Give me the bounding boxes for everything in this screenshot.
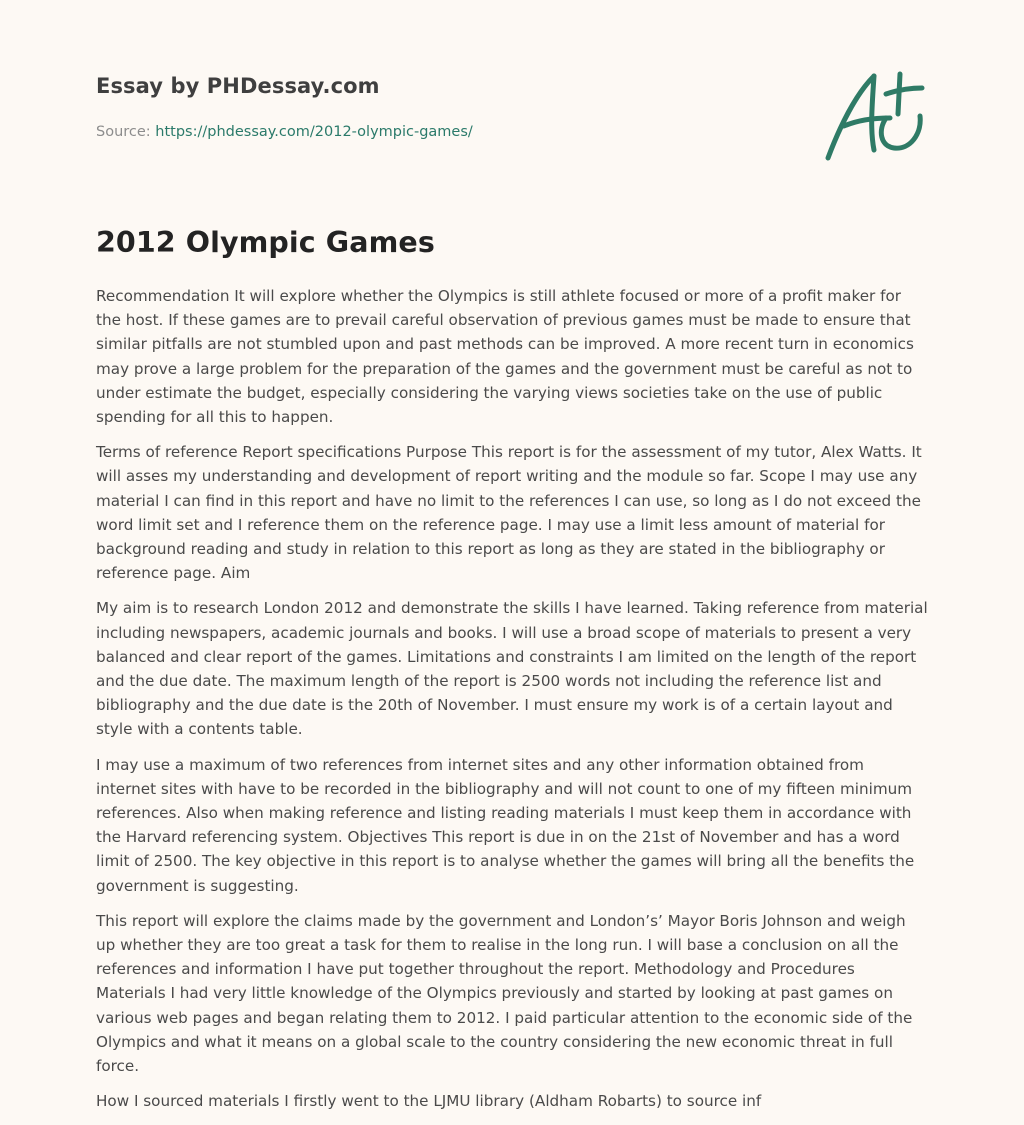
essay-header (96, 74, 856, 140)
source-label: Source: (96, 124, 151, 140)
essay-paragraph: Recommendation It will explore whether the Olympics is still athlete focused or more of a profit maker for the host. If these games are to prevail careful observation of previous games must be made to ensure that similar pitfalls are not stumbled upon and past methods can be improved. A more recent turn in economics may prove a large problem for the preparation of the games and the government must be careful as not to under estimate the budget, especially considering the varying views societies take on the use of public spending for all this to happen. (96, 287, 914, 427)
essay-paragraph: How I sourced materials I firstly went to the LJMU library (Aldham Robarts) to source inf (96, 1092, 762, 1111)
essay-paragraph: This report will explore the claims made by the government and London’s’ Mayor Boris Johnson and weigh up whether they are too great a task for them to realise in the long run. I will base a conclusion on all the references and information I have put together throughout the report. Methodology and Procedures Materials I had very little knowledge of the Olympics previously and started by looking at past games on various web pages and began relating them to 2012. I paid particular attention to the economic side of the Olympics and what it means on a global scale to the country considering the new economic threat in full force. (96, 911, 913, 1076)
essay-paragraph: Terms of reference Report specifications Purpose This report is for the assessment of my tutor, Alex Watts. It will asses my understanding and development of report writing and the module so far. Scope I may use any material I can find in this report and have no limit to the references I can use, so long as I do not exceed the word limit set and I reference them on the reference page. I may use a limit less amount of material for background reading and study in relation to this report as long as they are stated in the bibliography or reference page. Aim (96, 443, 922, 583)
source-line (96, 124, 473, 140)
brand-title: Essay by PHDessay.com (96, 74, 380, 98)
essay-body (96, 284, 928, 1125)
essay-paragraph: My aim is to research London 2012 and demonstrate the skills I have learned. Taking reference from material including newspapers, academic journals and books. I will use a broad scope of materials to present a very balanced and clear report of the games. Limitations and constraints I am limited on the length of the report and the due date. The maximum length of the report is 2500 words not including the reference list and bibliography and the due date is the 20th of November. I must ensure my work is of a certain layout and style with a contents table. (96, 599, 928, 739)
source-link[interactable]: https://phdessay.com/2012-olympic-games/ (155, 124, 473, 140)
essay-paragraph: I may use a maximum of two references from internet sites and any other information obtained from internet sites with have to be recorded in the bibliography and will not count to one of my fifteen minimum references. Also when making reference and listing reading materials I must keep them in accordance with the Harvard referencing system. Objectives This report is due in on the 21st of November and has a word limit of 2500. The key objective in this report is to analyse whether the games will bring all the benefits the government is suggesting. (96, 755, 915, 895)
a-plus-grade-icon (818, 64, 930, 164)
page-title: 2012 Olympic Games (96, 226, 435, 259)
